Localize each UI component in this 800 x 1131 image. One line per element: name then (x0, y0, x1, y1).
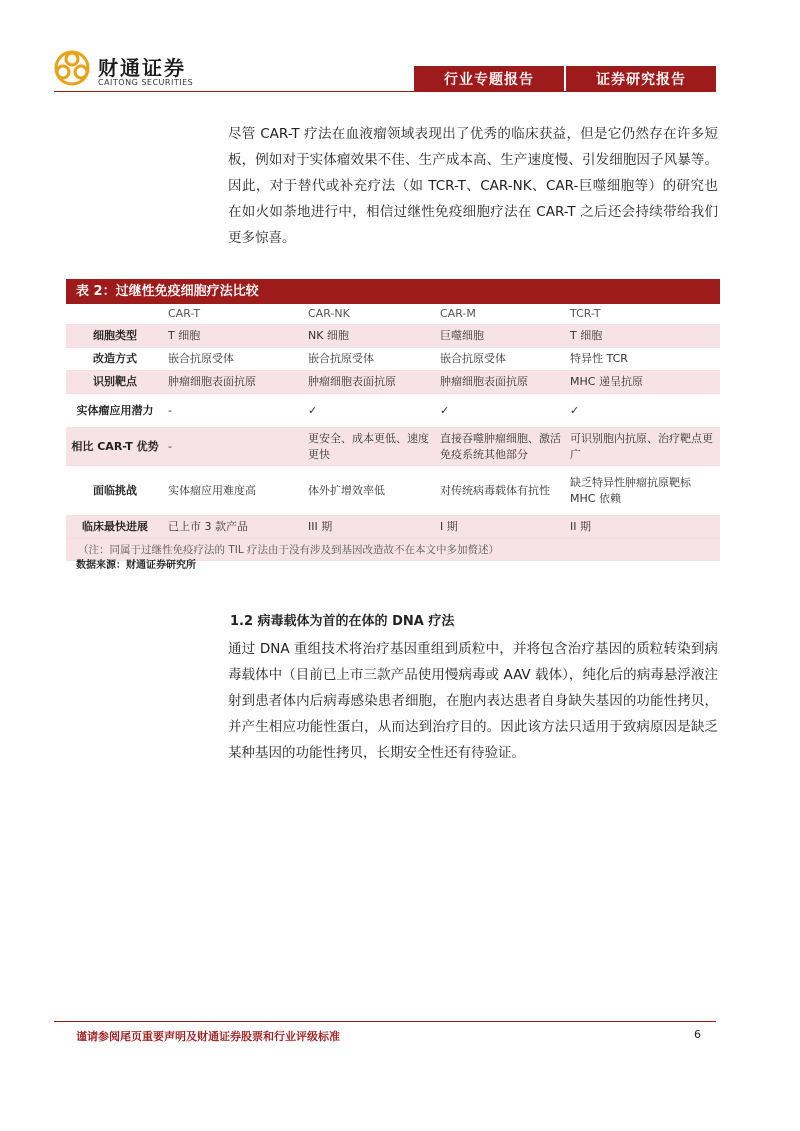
table-body (66, 304, 720, 561)
table-cell: MHC 递呈抗原 (566, 371, 720, 394)
row-label: 临床最快进展 (66, 516, 164, 539)
table-cell: 体外扩增效率低 (304, 466, 436, 516)
intro-paragraph: 尽管 CAR-T 疗法在血液瘤领域表现出了优秀的临床获益，但是它仍然存在许多短板，例如对于实体瘤效果不佳、生产成本高、生产速度慢、引发细胞因子风暴等。因此，对于替代或补充疗法（如 TCR-T、CAR-NK、CAR-巨噬细胞等）的研究也在如火如荼地进行中，相信过继性免疫细胞疗法在 CAR-T 之后还会持续带给我们更多惊喜。 (228, 126, 718, 246)
caitong-logo-icon (54, 50, 90, 86)
data-source: 数据来源：财通证券研究所 (76, 560, 196, 571)
table-cell: 肿瘤细胞表面抗原 (304, 371, 436, 394)
section-title: 1.2 病毒载体为首的在体的 DNA 疗法 (230, 614, 455, 629)
check-mark: ✓ (304, 394, 436, 428)
table-cell: 直接吞噬肿瘤细胞、激活免疫系统其他部分 (436, 428, 566, 466)
table-cell: NK 细胞 (304, 325, 436, 348)
table-row (66, 371, 720, 394)
table-cell: T 细胞 (566, 325, 720, 348)
table-cell: 实体瘤应用难度高 (164, 466, 304, 516)
table-cell: 巨噬细胞 (436, 325, 566, 348)
table-cell: 已上市 3 款产品 (164, 516, 304, 539)
header-divider (54, 91, 716, 92)
table-cell: 肿瘤细胞表面抗原 (436, 371, 566, 394)
row-label: 面临挑战 (66, 466, 164, 516)
table-row (66, 516, 720, 539)
table-row (66, 394, 720, 428)
table-cell: T 细胞 (164, 325, 304, 348)
page-number: 6 (694, 1028, 701, 1041)
table-cell: I 期 (436, 516, 566, 539)
row-label: 识别靶点 (66, 371, 164, 394)
tab-securities-report: 证券研究报告 (564, 66, 716, 91)
brand-name-cn: 财通证券 (98, 56, 186, 80)
comparison-table (66, 279, 720, 561)
table-cell: III 期 (304, 516, 436, 539)
table-row (66, 325, 720, 348)
table-cell: 嵌合抗原受体 (164, 348, 304, 371)
table-cell: 可识别胞内抗原、治疗靶点更广 (566, 428, 720, 466)
header-cell: CAR-M (436, 304, 566, 325)
row-label: 细胞类型 (66, 325, 164, 348)
section-paragraph: 通过 DNA 重组技术将治疗基因重组到质粒中，并将包含治疗基因的质粒转染到病毒载体中（目前已上市三款产品使用慢病毒或 AAV 载体），纯化后的病毒悬浮液注射到患者体内后病毒感染患者细胞，在胞内表达患者自身缺失基因的功能性拷贝，并产生相应功能性蛋白，从而达到治疗目的。因此该方法只适用于致病原因是缺乏某种基因的功能性拷贝，长期安全性还有待验证。 (228, 641, 718, 761)
footer-divider (54, 1021, 716, 1022)
footer-disclaimer[interactable]: 谨请参阅尾页重要声明及财通证券股票和行业评级标准 (76, 1030, 340, 1043)
table-cell: 特异性 TCR (566, 348, 720, 371)
table-row (66, 428, 720, 466)
header-cell (66, 304, 164, 325)
table-title: 表 2：过继性免疫细胞疗法比较 (66, 279, 720, 304)
header-tabs (414, 66, 716, 91)
brand-name-en: CAITONG SECURITIES (98, 78, 194, 87)
check-mark: ✓ (566, 394, 720, 428)
table-cell: 缺乏特异性肿瘤抗原靶标 MHC 依赖 (566, 466, 720, 516)
row-label: 相比 CAR-T 优势 (66, 428, 164, 466)
table-row (66, 466, 720, 516)
header-cell: CAR-T (164, 304, 304, 325)
table-cell: 嵌合抗原受体 (436, 348, 566, 371)
table-cell: 更安全、成本更低、速度更快 (304, 428, 436, 466)
table-cell: - (164, 394, 304, 428)
row-label: 改造方式 (66, 348, 164, 371)
table-cell: II 期 (566, 516, 720, 539)
check-mark: ✓ (436, 394, 566, 428)
header-cell: TCR-T (566, 304, 720, 325)
table-cell: 对传统病毒载体有抗性 (436, 466, 566, 516)
table-row (66, 348, 720, 371)
tab-industry-report: 行业专题报告 (414, 66, 564, 91)
table-header-row (66, 304, 720, 325)
table-cell: 肿瘤细胞表面抗原 (164, 371, 304, 394)
row-label: 实体瘤应用潜力 (66, 394, 164, 428)
table-note: （注：同属于过继性免疫疗法的 TIL 疗法由于没有涉及到基因改造故不在本文中多加赘述） (66, 539, 720, 561)
table-cell: 嵌合抗原受体 (304, 348, 436, 371)
table-cell: - (164, 428, 304, 466)
header-cell: CAR-NK (304, 304, 436, 325)
